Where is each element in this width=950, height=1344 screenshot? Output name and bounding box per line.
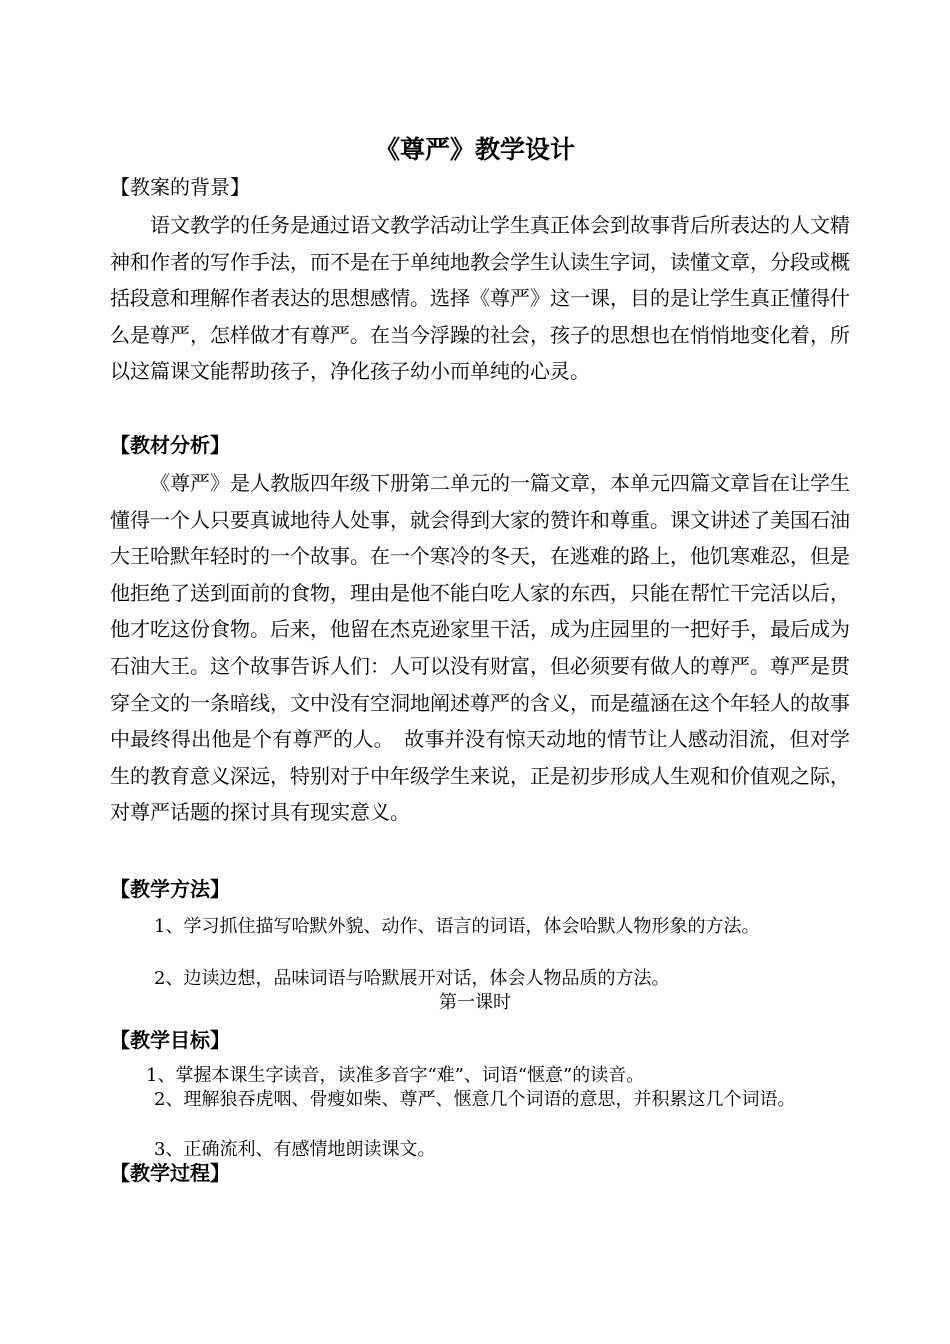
goal-item-1: 1、掌握本课生字读音，读准多音字“难”、词语“惬意”的读音。 [146, 1065, 645, 1086]
heading-methods: 【教学方法】 [110, 877, 230, 901]
goal-item-2: 2、理解狼吞虎咽、骨瘦如柴、尊严、惬意几个词语的意思，并积累这几个词语。 [154, 1089, 796, 1110]
method-item-1: 1、学习抓住描写哈默外貌、动作、语言的词语，体会哈默人物形象的方法。 [154, 916, 760, 937]
paragraph-analysis: 《尊严》是人教版四年级下册第二单元的一篇文章，本单元四篇文章旨在让学生懂得一个人只要真诚地待人处事，就会得到大家的赞许和尊重。课文讲述了美国石油大王哈默年轻时的一个故事。在一个寒冷的冬天，在逃难的路上，他饥寒难忍，但是他拒绝了送到面前的食物，理由是他不能白吃人家的东西，只能在帮忙干完活以后，他才吃这份食物。后来，他留在杰克逊家里干活，成为庄园里的一把好手，最后成为石油大王。这个故事告诉人们：人可以没有财富，但必须要有做人的尊严。尊严是贯穿全文的一条暗线，文中没有空洞地阐述尊严的含义，而是蕴涵在这个年轻人的故事中最终得出他是个有尊严的人。 故事并没有惊天动地的情节让人感动泪流，但对学生的教育意义深远，特别对于中年级学生来说，正是初步形成人生观和价值观之际，对尊严话题的探讨具有现实意义。 [110, 471, 850, 825]
document-title: 《尊严》教学设计 [374, 135, 575, 164]
heading-goals: 【教学目标】 [110, 1028, 230, 1052]
method-item-2: 2、边读边想，品味词语与哈默展开对话，体会人物品质的方法。 [154, 968, 670, 989]
heading-background: 【教案的背景】 [110, 175, 250, 199]
paragraph-background: 语文教学的任务是通过语文教学活动让学生真正体会到故事背后所表达的人文精神和作者的写作手法，而不是在于单纯地教会学生认读生字词，读懂文章，分段或概括段意和理解作者表达的思想感情。选择《尊严》这一课，目的是让学生真正懂得什么是尊严，怎样做才有尊严。在当今浮躁的社会，孩子的思想也在悄悄地变化着，所以这篇课文能帮助孩子，净化孩子幼小而单纯的心灵。 [110, 213, 850, 384]
heading-process: 【教学过程】 [110, 1161, 230, 1185]
heading-analysis: 【教材分析】 [110, 433, 230, 457]
lesson-label: 第一课时 [439, 992, 511, 1013]
goal-item-3: 3、正确流利、有感情地朗读课文。 [154, 1139, 436, 1160]
